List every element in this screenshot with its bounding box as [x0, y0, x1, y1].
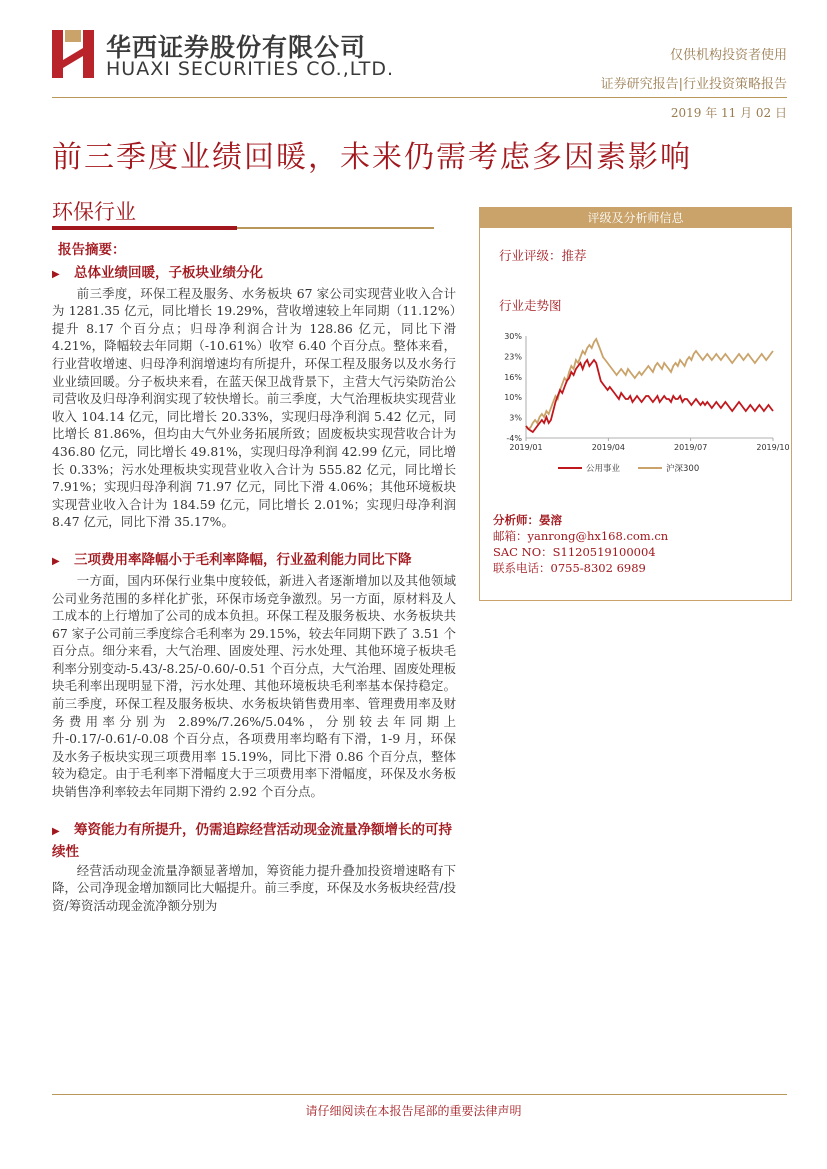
legal-notice: 请仔细阅读在本报告尾部的重要法律声明	[305, 1104, 522, 1118]
y-tick-label: -4%	[506, 434, 522, 443]
analyst-email: 邮箱：yanrong@hx168.com.cn	[493, 529, 669, 543]
x-tick-label: 2019/01	[509, 443, 543, 452]
header-divider	[52, 97, 787, 98]
report-type: 证券研究报告|行业投资策略报告	[600, 77, 787, 92]
legend-label: 公用事业	[586, 464, 621, 474]
series-line-沪深300	[526, 339, 773, 429]
x-tick-label: 2019/10	[756, 443, 790, 452]
x-tick-label: 2019/07	[674, 443, 708, 452]
rating-analyst-panel	[479, 207, 792, 601]
company-name-en: HUAXI SECURITIES CO.,LTD.	[106, 58, 394, 80]
y-tick-label: 10%	[504, 393, 522, 403]
series-line-公用事业	[526, 360, 773, 432]
industry-rating: 行业评级：推荐	[499, 248, 587, 263]
y-tick-label: 16%	[504, 372, 522, 382]
section-body-3: 经营活动现金流量净额显著增加，筹资能力提升叠加投资增速略有下降，公司净现金增加额同比大幅提升。前三季度，环保及水务板块经营/投资/筹资活动现金流净额分别为	[52, 862, 456, 913]
huaxi-logo-icon	[52, 30, 94, 78]
summary-label: 报告摘要：	[58, 242, 126, 258]
panel-header: 评级及分析师信息	[480, 208, 791, 228]
y-tick-label: 23%	[504, 352, 522, 362]
analyst-phone: 联系电话：0755-8302 6989	[493, 561, 646, 575]
report-title: 前三季度业绩回暖，未来仍需考虑多因素影响	[52, 140, 692, 175]
industry-underline-accent	[52, 226, 237, 230]
section-heading-3: ▶ 筹资能力有所提升，仍需追踪经营活动现金流量净额增长的可持续性	[52, 821, 452, 860]
y-tick-label: 3%	[509, 413, 522, 423]
report-summary	[52, 242, 456, 926]
triangle-bullet-icon: ▶	[52, 825, 60, 837]
section-body-1: 前三季度，环保工程及服务、水务板块 67 家公司实现营业收入合计为 1281.35 亿元，同比增长 19.29%，营收增速较上年同期（11.12%）提升 8.17 个百分点；归母净利润合计为 128.86 亿元，同比下滑 4.21%，降幅较去年同期（-10.61%）收窄 6.40 个百分点。整体来看，行业营收增速、归母净利润增速均有所提升，环保工程及服务以及水务行业业绩回暖。分子板块来看，在蓝天保卫战背景下，主营大气污染防治公司营收及归母净利润实现了较快增长。前三季度，大气治理板块实现营业收入 104.14 亿元，同比增长 20.33%，实现归母净利润 5.42 亿元，同比增长 81.86%，但均由大气外业务拓展所致；固废板块实现营收合计为 436.80 亿元，同比增长 49.81%，实现归母净利润 42.99 亿元，同比增长 0.33%；污水处理板块实现营业收入合计为 555.82 亿元，同比增长 7.91%；实现归母净利润 71.97 亿元，同比下滑 4.06%；其他环境板块实现营业收入合计为 184.59 亿元，同比增长 2.01%；实现归母净利润 8.47 亿元，同比下滑 35.17%。	[52, 285, 456, 530]
x-tick-label: 2019/04	[591, 443, 625, 452]
footer-divider	[52, 1094, 787, 1095]
audience-note: 仅供机构投资者使用	[669, 48, 787, 63]
triangle-bullet-icon: ▶	[52, 555, 60, 567]
y-tick-label: 30%	[504, 332, 522, 341]
analyst-info	[493, 512, 668, 576]
section-heading-1: ▶ 总体业绩回暖，子板块业绩分化	[52, 263, 456, 285]
company-name-cn: 华西证券股份有限公司	[106, 33, 367, 62]
report-date: 2019 年 11 月 02 日	[670, 106, 787, 120]
legend-label: 沪深300	[666, 464, 700, 474]
industry-name: 环保行业	[52, 200, 136, 224]
section-body-2: 一方面，国内环保行业集中度较低，新进入者逐渐增加以及其他领域公司业务范围的多样化扩张，环保市场竞争激烈。另一方面，原材料及人工成本的上行增加了公司的成本负担。环保工程及服务板块、水务板块共 67 家子公司前三季度综合毛利率为 29.15%，较去年同期下跌了 3.51 个百分点。细分来看，大气治理、固废处理、污水处理、其他环境子板块毛利率分别变动-5.43/-8.25/-0.60/-0.51 个百分点，大气治理、固废处理板块毛利率出现明显下滑，污水处理、其他环境板块毛利率基本保持稳定。前三季度，环保工程及服务板块、水务板块销售费用率、管理费用率及财务费用率分别为 2.89%/7.26%/5.04%，分别较去年同期上升-0.17/-0.61/-0.08 个百分点，各项费用率均略有下滑，1-9 月，环保及水务子板块实现三项费用率 15.19%，同比下滑 0.86 个百分点，整体较为稳定。由于毛利率下滑幅度大于三项费用率下滑幅度，环保及水务板块销售净利率较去年同期下滑约 2.92 个百分点。	[52, 572, 456, 800]
section-heading-2: ▶ 三项费用率降幅小于毛利率降幅，行业盈利能力同比下降	[52, 550, 456, 572]
trend-chart-label: 行业走势图	[499, 298, 562, 313]
triangle-bullet-icon: ▶	[52, 268, 60, 280]
analyst-sac-number: SAC NO：S1120519100004	[493, 545, 656, 559]
analyst-name: 分析师：晏溶	[493, 513, 562, 527]
industry-trend-chart	[488, 326, 790, 496]
